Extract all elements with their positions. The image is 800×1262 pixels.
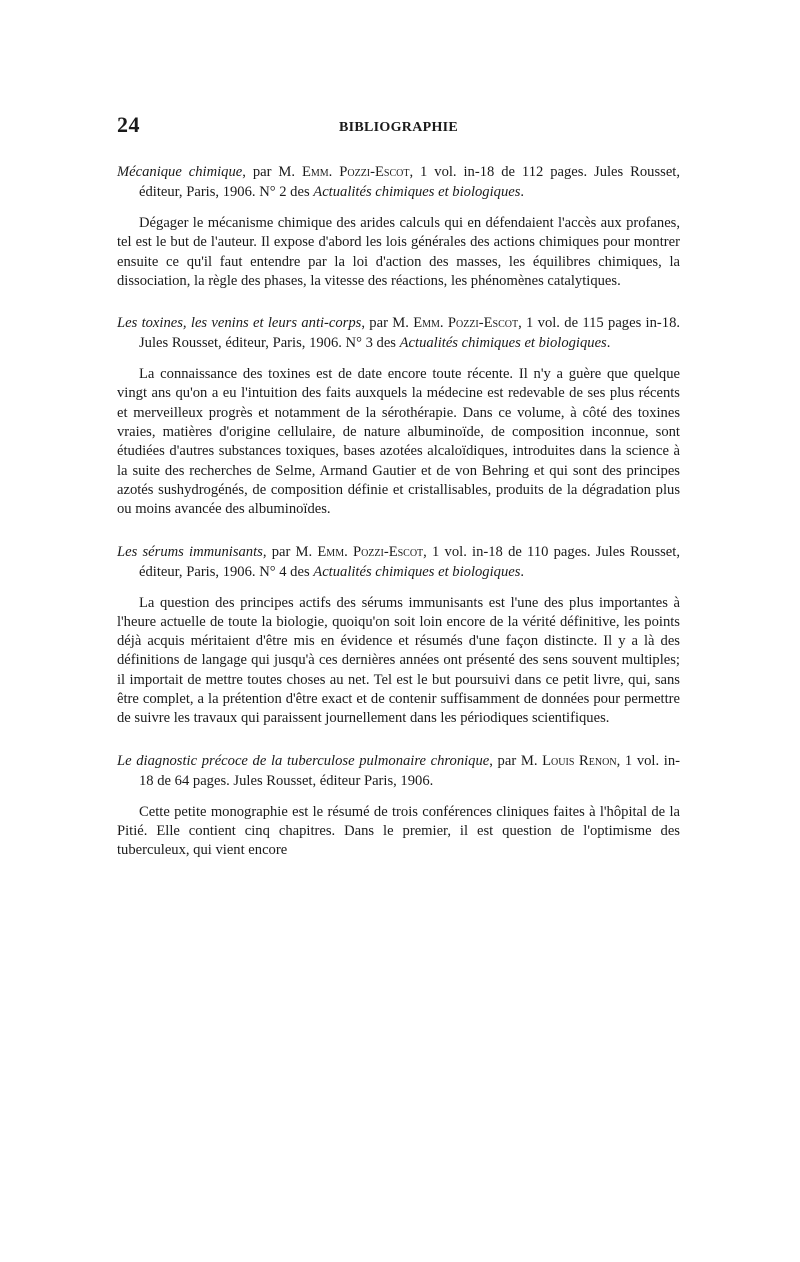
entry-heading: Mécanique chimique, par M. Emm. Pozzi-Escot, 1 vol. in-18 de 112 pages. Jules Rousset, éditeur, Paris, 1906. N° 2 des Actualités chimiques et biologiques. [117,164,680,200]
entry-review: La question des principes actifs des sérums immunisants est l'une des plus importantes à l'heure actuelle de toute la biologie, quoiqu'on soit loin encore de la vérité définitive, les points déjà acquis méritaient d'être mis en évidence et résumés d'une façon distincte. Il y a là des définitions de langage qui jusqu'à ces dernières années ont présenté des sens souvent multiples; il importait de mettre toutes choses au net. Tel est le but poursuivi dans ce petit livre, qui, sans être complet, a la prétention d'être exact et de contenir suffisamment de données pour permettre de suivre les travaux qui paraissent journellement dans les périodiques scientifiques. [117,594,680,727]
bibliography-entry [117,162,680,291]
entry-review: Dégager le mécanisme chimique des arides calculs qui en défendaient l'accès aux profanes, tel est le but de l'auteur. Il expose d'abord les lois générales des actions chimiques pour montrer ensuite ce qu'il faut entendre par la loi d'action des masses, les équilibres chimiques, la dissociation, la règle des phases, la vitesse des réactions, les phénomènes catalytiques. [117,215,680,289]
running-head [117,112,680,142]
page-number: 24 [117,112,140,137]
book-title: Mécanique chimique [117,164,243,180]
series-title: Actualités chimiques et biologiques [313,563,521,580]
entry-review: La connaissance des toxines est de date encore toute récente. Il n'y a guère que quelque vingt ans qu'on a eu l'intuition des faits auxquels la médecine est redevable de ses plus récents et merveilleux progrès et notamment de la sérothérapie. Dans ce volume, à côté des toxines vraies, matières d'origine cellulaire, de nature albuminoïde, de composition inconnue, sont étudiées d'autres substances toxiques, bases azotées alcaloïdiques, introduites dans la science à la suite des recherches de Selme, Armand Gautier et de von Behring et qui sont des principes azotés sushydrogénés, de composition définie et cristallisables, produits de la dégradation plus ou moins avancée des albuminoïdes. [117,366,680,518]
entry-heading: Les sérums immunisants, par M. Emm. Pozzi-Escot, 1 vol. in-18 de 110 pages. Jules Rousset, éditeur, Paris, 1906. N° 4 des Actualités chimiques et biologiques. [117,543,680,580]
series-title: Actualités chimiques et biologiques [399,335,607,352]
author-name: Louis Renon [542,752,617,769]
document-page [117,112,680,861]
running-title: BIBLIOGRAPHIE [339,120,459,135]
book-title: Les sérums immunisants [117,543,263,560]
author-name: Emm. Pozzi-Escot [413,315,519,332]
bibliography-entry [117,542,680,729]
entry-heading: Les toxines, les venins et leurs anti-corps, par M. Emm. Pozzi-Escot, 1 vol. de 115 pages in-18. Jules Rousset, éditeur, Paris, 1906. N° 3 des Actualités chimiques et biologiques. [117,315,681,352]
book-title: Les toxines, les venins et leurs anti-corps [117,315,362,332]
author-name: Emm. Pozzi-Escot [317,543,424,560]
author-name: Emm. Pozzi-Escot [301,164,410,180]
series-title: Actualités chimiques et biologiques [313,184,521,200]
bibliography-entry [117,313,680,519]
entry-heading: Le diagnostic précoce de la tuberculose pulmonaire chronique, par M. Louis Renon, 1 vol. in-18 de 64 pages. Jules Rousset, éditeur Paris, 1906. [117,752,680,789]
book-title: Le diagnostic précoce de la tuberculose pulmonaire chronique [117,752,490,769]
entry-review: Cette petite monographie est le résumé de trois conférences cliniques faites à l'hôpital de la Pitié. Elle contient cinq chapitres. Dans le premier, il est question de l'optimisme des tuberculeux, qui vient encore [117,803,680,859]
bibliography-entry [117,751,680,861]
